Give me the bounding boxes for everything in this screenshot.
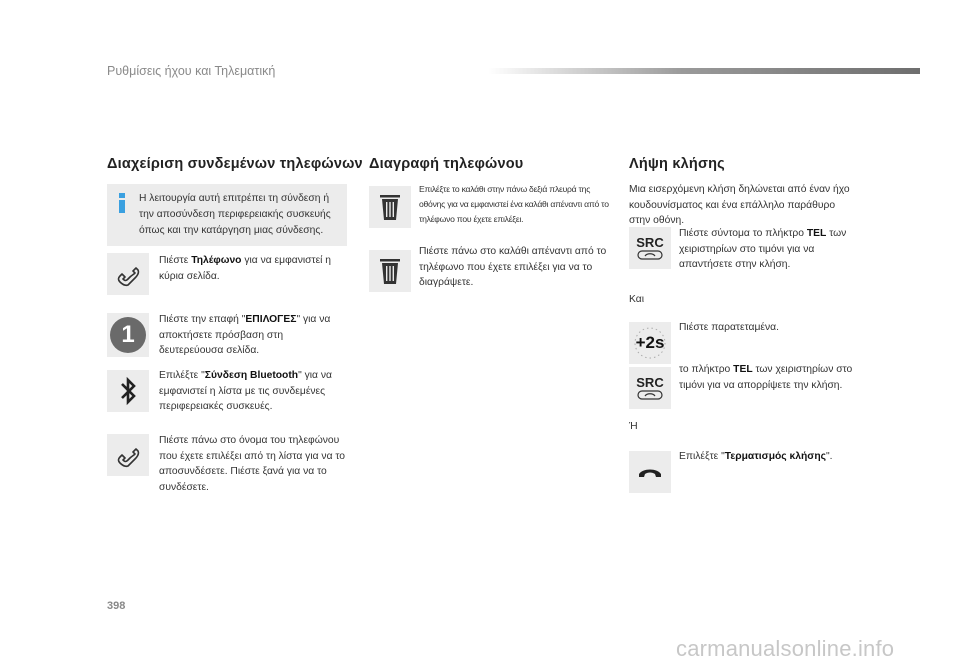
info-text: Η λειτουργία αυτή επιτρέπει τη σύνδεση ή την αποσύνδεση περιφερειακής συσκευής όπως και την κατάργηση μιας σύνδεσης. — [139, 193, 331, 236]
two-seconds-label: +2s — [635, 333, 665, 352]
step-disconnect-text: Πιέστε πάνω στο όνομα του τηλεφώνου που έχετε επιλέξει από τη λίστα για να το αποσυνδέσετε. Πιέστε ξανά για να το συνδέσετε. — [159, 435, 346, 493]
step-bluetooth-text: Επιλέξτε "Σύνδεση Bluetooth" για να εμφανιστεί η λίστα με τις συνδεμένες περιφερειακές συσκευές. — [159, 370, 332, 412]
trash-tile — [369, 186, 411, 228]
step-long-press-text: Πιέστε παρατεταμένα. — [679, 322, 779, 333]
phone-handset-icon — [115, 261, 141, 287]
bluetooth-tile — [107, 370, 149, 412]
step-end-call-text: Επιλέξτε "Τερματισμός κλήσης". — [679, 451, 833, 462]
running-header: Ρυθμίσεις ήχου και Τηλεματική — [107, 64, 276, 78]
step-phone-text: Πιέστε Τηλέφωνο για να εμφανιστεί η κύρια σελίδα. — [159, 255, 332, 282]
info-box — [107, 184, 347, 246]
section-heading-delete-phone: Διαγραφή τηλεφώνου — [369, 156, 524, 172]
phone-handset-tile-2 — [107, 434, 149, 476]
badge-tile — [107, 313, 149, 357]
src-label: SRC — [636, 235, 664, 250]
step-select-trash-text: Επιλέξτε το καλάθι στην πάνω δεξιά πλευρά της οθόνης για να εμφανιστεί ένα καλάθι απέναντι από το τηλέφωνο που έχετε επιλέξει. — [419, 184, 609, 224]
trash-icon — [378, 256, 402, 286]
section-heading-receive-call: Λήψη κλήσης — [629, 156, 725, 172]
tel-button-icon — [637, 250, 663, 260]
header-rule — [488, 68, 920, 74]
watermark: carmanualsonline.info — [676, 636, 895, 661]
step-answer-text: Πιέστε σύντομα το πλήκτρο TEL των χειριστηρίων στο τιμόνι για να απαντήσετε στην κλήση. — [679, 228, 847, 270]
hang-up-tile — [629, 451, 671, 493]
info-icon — [115, 192, 129, 214]
src-label: SRC — [636, 375, 664, 390]
receive-call-intro: Μια εισερχόμενη κλήση δηλώνεται από έναν ήχο κουδουνίσματος και ένα επάλληλο παράθυρο στην οθόνη. — [629, 184, 850, 226]
or-label: Ή — [629, 421, 638, 432]
step-delete-text: Πιέστε πάνω στο καλάθι απέναντι από το τηλέφωνο που έχετε επιλέξει για να το διαγράψετε. — [419, 246, 607, 288]
step-options-text: Πιέστε την επαφή "ΕΠΙΛΟΓΕΣ" για να αποκτήσετε πρόσβαση στη δευτερεύουσα σελίδα. — [159, 314, 331, 356]
tel-button-icon — [637, 390, 663, 400]
src-tel-tile-2 — [629, 367, 671, 409]
phone-handset-tile — [107, 253, 149, 295]
trash-tile-2 — [369, 250, 411, 292]
hold-two-seconds-tile — [629, 322, 671, 364]
section-heading-manage-phones: Διαχείριση συνδεμένων τηλεφώνων — [107, 156, 363, 172]
and-label: Και — [629, 294, 644, 305]
step-reject-text: το πλήκτρο TEL των χειριστηρίων στο τιμόνι για να απορρίψετε την κλήση. — [679, 364, 853, 391]
phone-handset-icon — [115, 442, 141, 468]
hang-up-icon — [637, 465, 663, 479]
trash-icon — [378, 192, 402, 222]
page-number: 398 — [107, 600, 126, 612]
src-tel-tile — [629, 227, 671, 269]
step-number-badge: 1 — [110, 317, 146, 353]
bluetooth-icon — [116, 376, 140, 406]
